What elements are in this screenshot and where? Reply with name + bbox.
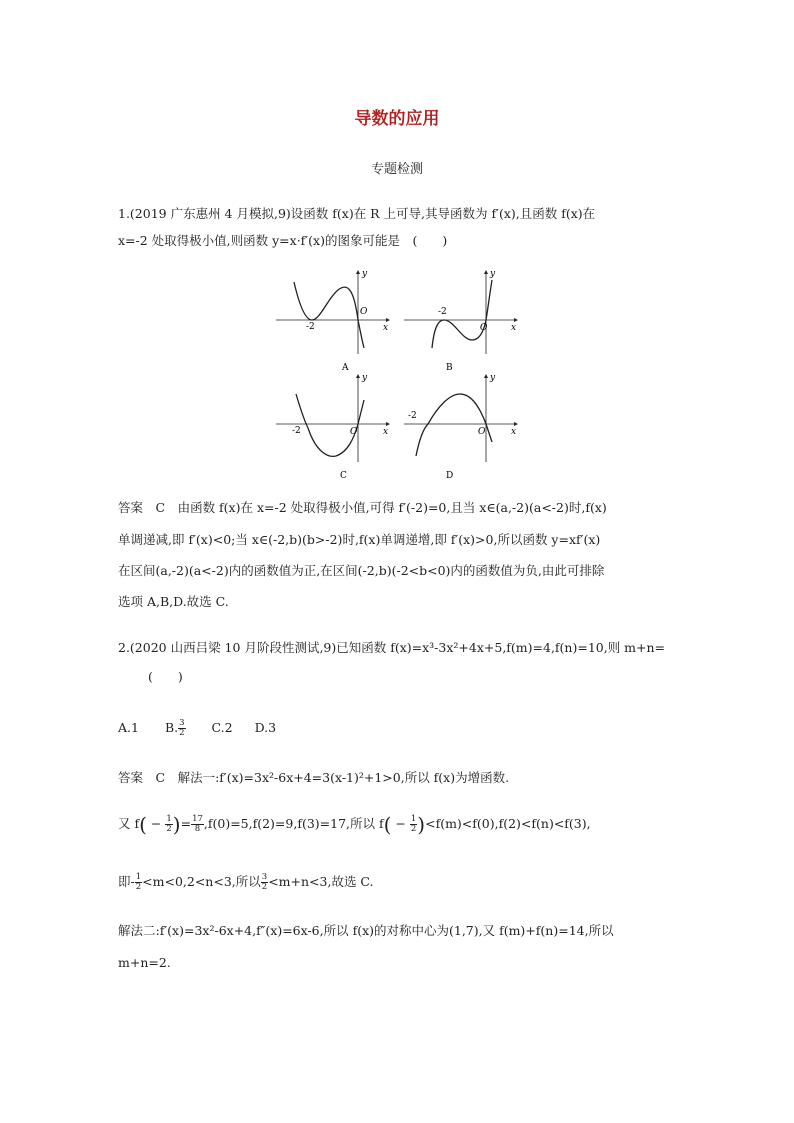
page-title: 导数的应用: [354, 109, 440, 129]
mark-y: y: [490, 269, 496, 279]
option-d: D.3: [254, 720, 277, 735]
q1-answer-line3: 在区间(a,-2)(a<-2)内的函数值为正,在区间(-2,b)(-2<b<0)内的函数值为负,由此可排除: [118, 563, 605, 578]
curve-d: [416, 394, 492, 456]
curve-c: [296, 394, 364, 456]
q1-stem-line1: 1.(2019 广东惠州 4 月模拟,9)设函数 f(x)在 R 上可导,其导函数为 f′(x),且函数 f(x)在: [118, 206, 596, 221]
q1-stem-line2: x=-2 处取得极小值,则函数 y=x·f′(x)的图象可能是 ( ): [118, 233, 448, 248]
graph-b: [404, 268, 520, 376]
graph-label-a: A: [342, 363, 349, 373]
mark-y: y: [490, 373, 496, 383]
mark-neg2: -2: [292, 426, 301, 436]
q2-answer-line5: m+n=2.: [118, 955, 171, 970]
graph-c: [276, 372, 392, 486]
q2-answer-line3: 即- $\frac{1}{2}$ <m<0,2<n<3,所以 $\frac{3}{2}$ <m+n<3,故选 C.: [118, 872, 374, 892]
curve-a: [294, 282, 364, 348]
q2-options: [118, 718, 276, 738]
q1-answer-line1: 答案 C 由函数 f(x)在 x=-2 处取得极小值,可得 f′(-2)=0,且当 x∈(a,-2)(a<-2)时,f(x): [118, 500, 607, 515]
q2-answer-line2: 又 f( − $\frac{1}{2}$ )= $\frac{17}{8}$ ,f(0)=5,f(2)=9,f(3)=17,所以 f( − $\frac{1}{2}$ )<f(m)<f(0),f(2)<f(n)<f(3),: [118, 812, 591, 837]
mark-neg2: -2: [306, 322, 315, 332]
mark-y: y: [362, 373, 368, 383]
mark-origin: O: [360, 307, 368, 317]
mark-neg2: -2: [408, 411, 417, 421]
option-b: B. $\frac{3}{2}$: [164, 718, 185, 738]
mark-x: x: [511, 427, 517, 437]
mark-origin: O: [480, 323, 488, 333]
graph-label-b: B: [446, 363, 453, 373]
option-c: C.2: [211, 720, 233, 735]
graph-label-c: C: [340, 471, 347, 481]
mark-x: x: [383, 427, 389, 437]
q2-answer-line4: 解法二:f′(x)=3x²-6x+4,f″(x)=6x-6,所以 f(x)的对称中心为(1,7),又 f(m)+f(n)=14,所以: [118, 923, 614, 938]
graph-label-d: D: [446, 471, 454, 481]
q2-stem-line1: 2.(2020 山西吕梁 10 月阶段性测试,9)已知函数 f(x)=x³-3x²+4x+5,f(m)=4,f(n)=10,则 m+n=: [118, 640, 666, 655]
option-a: A.1: [118, 720, 139, 735]
q2-stem-line2: ( ): [148, 669, 183, 684]
mark-origin: O: [350, 427, 358, 437]
mark-x: x: [383, 323, 389, 333]
mark-neg2: -2: [438, 307, 447, 317]
graph-d: [404, 372, 520, 486]
q1-answer-line2: 单调递减,即 f′(x)<0;当 x∈(-2,b)(b>-2)时,f(x)单调递增,即 f′(x)>0,所以函数 y=xf′(x): [118, 532, 601, 547]
q2-answer-line1: 答案 C 解法一:f′(x)=3x²-6x+4=3(x-1)²+1>0,所以 f(x)为增函数.: [118, 770, 510, 785]
mark-y: y: [362, 269, 368, 279]
q1-answer-line4: 选项 A,B,D.故选 C.: [118, 594, 229, 609]
graph-a: [276, 268, 392, 376]
mark-origin: O: [478, 427, 486, 437]
mark-x: x: [511, 323, 517, 333]
page-subtitle: 专题检测: [370, 162, 423, 177]
